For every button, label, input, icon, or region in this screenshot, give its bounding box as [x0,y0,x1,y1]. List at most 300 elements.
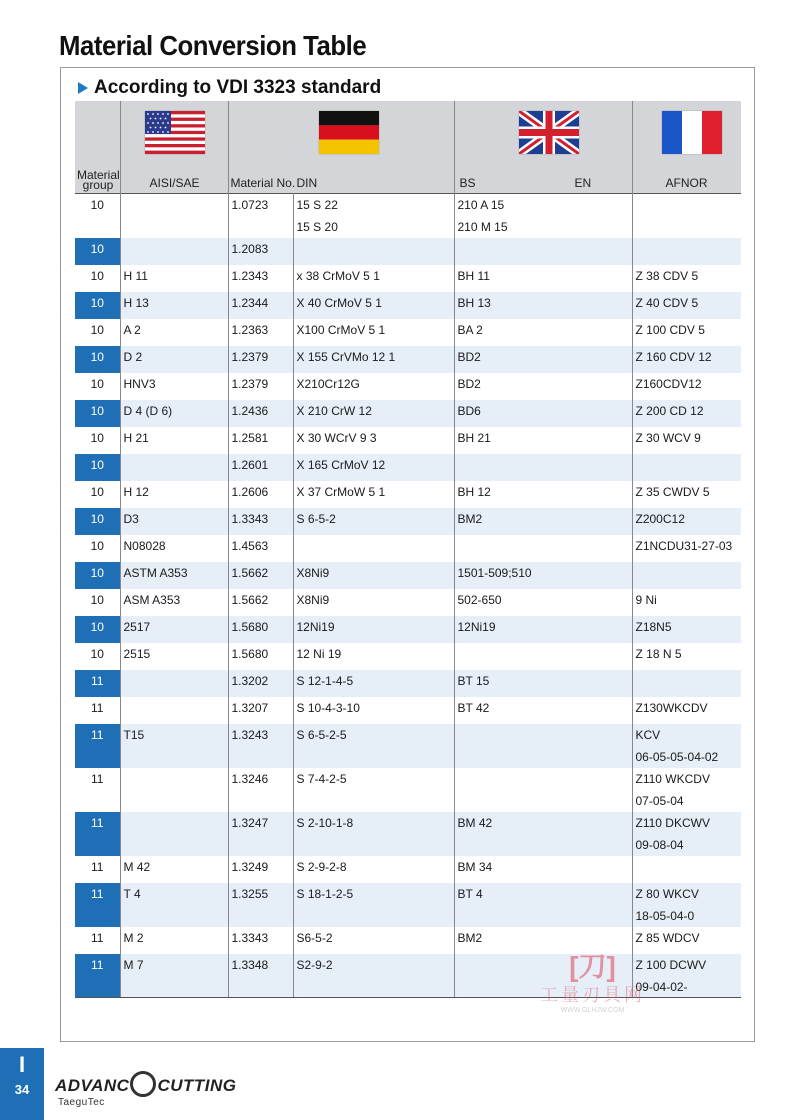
cell-aisi [120,535,228,562]
brand-right: CUTTING [157,1076,237,1095]
cell-afnor [632,856,741,883]
table-row [75,883,741,927]
cell-bs-en-value: BH 11 [457,268,490,283]
cell-afnor-value: Z 80 WKCV [635,886,699,901]
cell-aisi-value: H 21 [123,430,149,445]
cell-material-group-value: 10 [90,538,104,553]
cell-afnor-value-2: 09-08-04 [635,837,684,852]
cell-material-no-value: 1.3343 [231,511,269,526]
cell-material-no-value: 1.3255 [231,886,269,901]
cell-aisi-value: D 2 [123,349,143,364]
cell-afnor-value-2: 18-05-04-0 [635,908,695,923]
cell-aisi-value: H 12 [123,484,149,499]
cell-din [293,319,454,346]
cell-bs-en-value: BA 2 [457,322,483,337]
cell-material-no [228,346,293,373]
cell-afnor [632,954,741,998]
cell-material-group [75,927,120,954]
table-row [75,562,741,589]
cell-material-group [75,697,120,724]
cell-aisi [120,265,228,292]
cell-afnor [632,883,741,927]
cell-din-value: S 7-4-2-5 [296,771,347,786]
cell-aisi [120,954,228,998]
table-row [75,373,741,400]
cell-afnor-value: Z 200 CD 12 [635,403,704,418]
cell-material-no-value: 1.3243 [231,727,269,742]
cell-bs-en [454,346,632,373]
cell-afnor [632,589,741,616]
cell-din [293,927,454,954]
cell-material-group-value: 11 [91,673,104,688]
cell-material-no-value: 1.3249 [231,859,269,874]
cell-aisi [120,427,228,454]
header-aisi-label: AISI/SAE [149,176,200,190]
table-row [75,346,741,373]
cell-din-value: X8Ni9 [296,565,330,580]
table-row [75,292,741,319]
cell-din-value: 15 S 22 [296,198,338,212]
cell-material-no [228,319,293,346]
cell-bs-en [454,856,632,883]
cell-afnor-value: Z1NCDU31-27-03 [635,538,733,553]
subtitle-text: According to VDI 3323 standard [94,77,382,98]
cell-aisi [120,883,228,927]
cell-material-no-value: 1.2363 [231,322,269,337]
cell-din [293,454,454,481]
conversion-table [75,101,741,998]
cell-afnor [632,373,741,400]
cell-din [293,481,454,508]
cell-material-no-value: 1.3247 [231,815,269,830]
cell-material-group [75,292,120,319]
cell-material-no-value: 1.5662 [231,592,269,607]
cell-afnor-value-2: 09-04-02- [635,979,688,994]
cell-din-value-2: 15 S 20 [296,220,338,234]
cell-afnor-value: Z 35 CWDV 5 [635,484,710,499]
cell-material-group [75,346,120,373]
table-row [75,589,741,616]
cell-afnor-value: Z130WKCDV [635,700,708,715]
cell-bs-en [454,454,632,481]
table-row [75,481,741,508]
cell-material-no [228,292,293,319]
cell-material-group-value: 10 [90,619,104,634]
cell-bs-en [454,724,632,768]
cell-material-group [75,670,120,697]
cell-material-group-value: 11 [91,957,104,972]
cell-bs-en [454,427,632,454]
cell-din [293,768,454,812]
cell-aisi [120,400,228,427]
table-row [75,616,741,643]
header-bs-en [454,101,632,194]
cell-material-group [75,856,120,883]
cell-material-group-value: 11 [91,815,104,830]
cell-material-group [75,724,120,768]
cell-din-value: S 2-10-1-8 [296,815,354,830]
cell-afnor-value: Z18N5 [635,619,672,634]
cell-material-group-value: 10 [90,376,104,391]
cell-material-group [75,194,120,238]
cell-din-value: S6-5-2 [296,930,333,945]
triangle-bullet-icon [78,82,88,94]
cell-aisi [120,373,228,400]
cell-din-value: X 40 CrMoV 5 1 [296,295,382,310]
page-number: 34 [14,1082,30,1097]
cell-afnor [632,768,741,812]
cell-material-no [228,194,293,238]
cell-din-value: S 2-9-2-8 [296,859,347,874]
header-afnor-label: AFNOR [665,176,708,190]
cell-material-no-value: 1.2606 [231,484,269,499]
cell-afnor-value: Z 30 WCV 9 [635,430,701,445]
cell-bs-en-value: BM2 [457,930,483,945]
cell-bs-en [454,562,632,589]
cell-material-group [75,508,120,535]
cell-bs-en [454,589,632,616]
cell-material-no [228,724,293,768]
cell-material-no [228,427,293,454]
cell-din-value: X 155 CrVMo 12 1 [296,349,396,364]
cell-material-group-value: 11 [91,727,104,742]
cell-afnor [632,238,741,265]
cell-din-value: S 10-4-3-10 [296,700,360,715]
cell-afnor [632,724,741,768]
cell-din-value: X 37 CrMoW 5 1 [296,484,386,499]
cell-bs-en-value: BT 42 [457,700,490,715]
cell-bs-en-value: BH 12 [457,484,491,499]
cell-material-no [228,562,293,589]
cell-material-no [228,373,293,400]
cell-material-no-value: 1.2344 [231,295,269,310]
cell-afnor-value: 9 Ni [635,592,657,607]
cell-bs-en-value: BT 4 [457,886,483,901]
cell-material-group-value: 11 [91,886,104,901]
cell-material-no-value: 1.3348 [231,957,269,972]
cell-din-value: S2-9-2 [296,957,333,972]
cell-din-value: S 6-5-2-5 [296,727,347,742]
cell-afnor-value-2: 07-05-04 [635,793,684,808]
table-row [75,643,741,670]
cell-bs-en [454,400,632,427]
cell-din-value: X 165 CrMoV 12 [296,457,386,472]
table-row [75,856,741,883]
cell-material-group-value: 10 [90,565,104,580]
cell-aisi-value: N08028 [123,538,166,553]
cell-bs-en-value: BT 15 [457,673,490,688]
cell-aisi [120,724,228,768]
cell-aisi [120,643,228,670]
cell-material-no [228,454,293,481]
cell-bs-en-value: BD2 [457,349,481,364]
brand-sub: TaeguTec [58,1097,105,1108]
cell-bs-en-value-2: 210 M 15 [457,220,508,234]
table-row [75,697,741,724]
france-flag-icon [662,111,722,154]
cell-afnor [632,427,741,454]
cell-din [293,616,454,643]
cell-bs-en-value: 12Ni19 [457,619,496,634]
cell-aisi-value: M 7 [123,957,144,972]
header-group-label: Material group [77,168,120,192]
cell-din [293,724,454,768]
cell-material-group [75,616,120,643]
cell-din-value: S 12-1-4-5 [296,673,354,688]
cell-afnor-value: Z 160 CDV 12 [635,349,712,364]
table-header-row [75,101,741,194]
cell-material-group [75,643,120,670]
cell-afnor-value: Z110 DKCWV [635,815,710,830]
cell-afnor [632,508,741,535]
cell-din-value: X 210 CrW 12 [296,403,372,418]
brand-logo [55,1073,237,1108]
header-matno-label: Material No. [230,176,296,190]
cell-afnor [632,265,741,292]
cell-material-no-value: 1.3202 [231,673,269,688]
cell-afnor [632,812,741,856]
cell-material-group [75,400,120,427]
cell-material-group [75,427,120,454]
chapter-marker: I [18,1052,26,1077]
cell-material-no-value: 1.3207 [231,700,269,715]
cell-material-no-value: 1.3343 [231,930,269,945]
cell-aisi-value: D 4 (D 6) [123,403,173,418]
cell-afnor-value-2: 06-05-05-04-02 [635,749,719,764]
cell-afnor [632,670,741,697]
cell-din [293,697,454,724]
cell-material-no-value: 1.2601 [231,457,269,472]
cell-din [293,400,454,427]
cell-din-value: X210Cr12G [296,376,360,391]
cell-din [293,508,454,535]
table-row [75,670,741,697]
cell-din [293,373,454,400]
cell-material-no [228,616,293,643]
cell-aisi-value: H 11 [123,268,148,283]
cell-aisi-value: M 2 [123,930,144,945]
cell-afnor [632,319,741,346]
cell-bs-en [454,238,632,265]
cell-material-no-value: 1.5680 [231,619,269,634]
cell-afnor [632,697,741,724]
cell-material-group-value: 10 [90,430,104,445]
cell-din [293,589,454,616]
header-bs-label: BS [459,176,476,190]
cell-material-group [75,954,120,998]
cell-aisi [120,454,228,481]
cell-din [293,292,454,319]
cell-bs-en [454,508,632,535]
cell-afnor-value: Z 38 CDV 5 [635,268,699,283]
germany-flag-icon [319,111,379,154]
cell-din [293,562,454,589]
cell-material-no [228,856,293,883]
cell-aisi [120,194,228,238]
cell-din [293,194,454,238]
cell-bs-en [454,643,632,670]
cell-material-no-value: 1.3246 [231,771,269,786]
cell-aisi [120,481,228,508]
cell-din [293,535,454,562]
cell-afnor-value: Z 100 DCWV [635,957,707,972]
table-row [75,194,741,238]
cell-material-no [228,535,293,562]
cell-material-group [75,319,120,346]
cell-afnor-value: Z 40 CDV 5 [635,295,699,310]
cell-material-group-value: 10 [90,484,104,499]
header-material-group [75,101,120,194]
cell-din [293,883,454,927]
cell-afnor [632,454,741,481]
cell-aisi [120,562,228,589]
cell-material-group-value: 10 [90,403,104,418]
cell-material-group [75,812,120,856]
cell-material-no-value: 1.5680 [231,646,269,661]
cell-material-no-value: 1.2379 [231,376,269,391]
cell-material-group [75,454,120,481]
cell-material-group-value: 10 [90,592,104,607]
watermark-text: 工量刃具网 [540,985,645,1005]
cell-material-group [75,373,120,400]
cell-afnor [632,346,741,373]
cell-din [293,643,454,670]
cell-material-no [228,589,293,616]
cell-material-no-value: 1.5662 [231,565,269,580]
cell-material-no [228,508,293,535]
cell-afnor [632,481,741,508]
table-row [75,319,741,346]
cell-din [293,346,454,373]
cell-material-no [228,768,293,812]
header-din [228,101,454,194]
cell-din-value: X100 CrMoV 5 1 [296,322,386,337]
cell-material-group [75,768,120,812]
cell-aisi-value: D3 [123,511,139,526]
cell-material-no-value: 1.2379 [231,349,269,364]
cell-aisi [120,812,228,856]
cell-material-no-value: 1.0723 [231,198,269,212]
cell-aisi-value: T 4 [123,886,141,901]
cell-bs-en-value: 210 A 15 [457,198,505,212]
cell-material-group-value: 10 [90,268,104,283]
watermark-url: WWW.GLHJW.COM [560,1007,625,1014]
cell-afnor-value: Z200C12 [635,511,685,526]
cell-afnor-value: KCV [635,727,661,742]
cell-bs-en [454,883,632,927]
cell-bs-en [454,616,632,643]
header-din-label: DIN [296,176,318,190]
cell-material-group-value: 10 [90,349,104,364]
cell-material-no [228,954,293,998]
cell-material-group-value: 10 [90,241,104,256]
table-row [75,768,741,812]
cell-aisi [120,589,228,616]
cell-material-no [228,238,293,265]
cell-afnor-value: Z 100 CDV 5 [635,322,705,337]
cell-afnor-value: Z 85 WDCV [635,930,700,945]
cell-aisi [120,697,228,724]
cell-material-no-value: 1.2083 [231,241,269,256]
cell-material-group-value: 10 [90,198,104,212]
usa-flag-icon [145,111,205,154]
cell-din-value: 12 Ni 19 [296,646,342,661]
page-title: Material Conversion Table [59,30,367,61]
cell-material-no [228,400,293,427]
table-row [75,238,741,265]
cell-afnor-value: Z160CDV12 [635,376,702,391]
cell-aisi-value: H 13 [123,295,149,310]
cell-bs-en-value: BD2 [457,376,481,391]
header-afnor [632,101,741,194]
cell-afnor [632,562,741,589]
cell-aisi-value: ASM A353 [123,592,181,607]
cell-aisi [120,346,228,373]
cell-din-value: X8Ni9 [296,592,330,607]
cell-bs-en-value: BD6 [457,403,481,418]
cell-aisi [120,319,228,346]
table-row [75,535,741,562]
cell-aisi [120,238,228,265]
cell-aisi [120,927,228,954]
cell-aisi-value: A 2 [123,322,141,337]
table-row [75,400,741,427]
cell-bs-en [454,535,632,562]
cell-afnor [632,535,741,562]
cell-material-no [228,927,293,954]
cell-material-group-value: 11 [91,700,104,715]
cell-din [293,812,454,856]
cell-material-group-value: 10 [90,457,104,472]
cell-material-group [75,562,120,589]
cell-din-value: S 18-1-2-5 [296,886,354,901]
cell-material-no [228,812,293,856]
watermark-logo-icon: [刀] [569,951,616,982]
cell-material-group-value: 10 [90,646,104,661]
cell-material-group [75,265,120,292]
cell-din [293,238,454,265]
cell-bs-en [454,481,632,508]
cell-afnor [632,927,741,954]
cell-bs-en [454,319,632,346]
cell-aisi [120,508,228,535]
cell-material-group [75,535,120,562]
table-row [75,812,741,856]
cell-din [293,856,454,883]
brand-left: ADVANC [55,1076,130,1095]
cell-din [293,265,454,292]
cell-bs-en [454,670,632,697]
cell-din [293,427,454,454]
cell-din [293,670,454,697]
cell-afnor-value: Z 18 N 5 [635,646,682,661]
cell-bs-en-value: BH 21 [457,430,491,445]
cell-din-value: 12Ni19 [296,619,335,634]
cell-din [293,954,454,998]
cell-aisi-value: T15 [123,727,145,742]
header-en-label: EN [574,176,592,190]
watermark [540,945,645,1014]
cell-aisi [120,670,228,697]
cell-din-value: X 30 WCrV 9 3 [296,430,377,445]
cell-material-group-value: 11 [91,930,104,945]
cell-material-no-value: 1.2581 [231,430,269,445]
cell-aisi-value: 2515 [123,646,151,661]
uk-flag-icon [519,111,579,154]
cell-material-group [75,883,120,927]
cell-afnor [632,292,741,319]
cell-material-no-value: 1.4563 [231,538,269,553]
